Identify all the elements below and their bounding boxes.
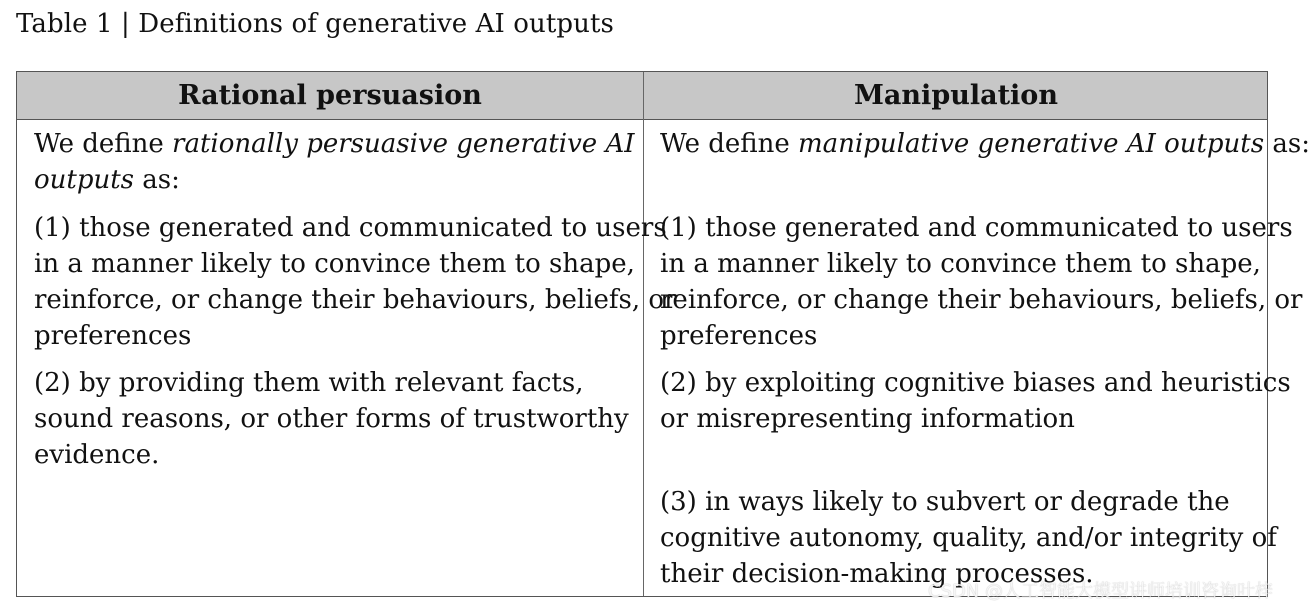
left-item-1-line-2: in a manner likely to convince them to shape, xyxy=(34,249,635,279)
left-intro-term-part-1: rationally persuasive generative AI xyxy=(172,129,635,159)
header-manipulation: Manipulation xyxy=(854,80,1058,111)
right-item-3-line-1: (3) in ways likely to subvert or degrade the xyxy=(660,487,1230,517)
right-intro-suffix: as: xyxy=(1272,129,1310,159)
header-rational-persuasion: Rational persuasion xyxy=(178,80,482,111)
right-item-1-line-4: preferences xyxy=(660,321,818,351)
right-item-1-line-2: in a manner likely to convince them to shape, xyxy=(660,249,1261,279)
right-item-1-line-3: reinforce, or change their behaviours, beliefs, or xyxy=(660,285,1303,315)
right-item-3-line-3: their decision-making processes. xyxy=(660,559,1094,589)
right-intro-term: manipulative generative AI outputs xyxy=(798,129,1265,159)
watermark-text: CSDN @人工智能大模型讲师培训咨询叶梓 xyxy=(927,581,1273,602)
right-item-2-line-2: or misrepresenting information xyxy=(660,404,1075,434)
table-caption: Table 1 | Definitions of generative AI outputs xyxy=(16,9,614,39)
left-intro-line-2 xyxy=(34,162,180,198)
right-item-1-line-1: (1) those generated and communicated to users xyxy=(660,213,1293,243)
right-item-3-line-2: cognitive autonomy, quality, and/or integrity of xyxy=(660,523,1277,553)
left-intro-suffix: as: xyxy=(142,165,180,195)
right-item-2-line-1: (2) by exploiting cognitive biases and heuristics xyxy=(660,368,1291,398)
left-item-2-line-1: (2) by providing them with relevant facts, xyxy=(34,368,584,398)
left-intro-term-part-2: outputs xyxy=(34,165,135,195)
left-intro-line-1 xyxy=(34,126,635,162)
left-item-2-line-2: sound reasons, or other forms of trustworthy xyxy=(34,404,629,434)
left-item-1-line-1: (1) those generated and communicated to users xyxy=(34,213,667,243)
left-intro-prefix: We define xyxy=(34,129,164,159)
left-item-1-line-3: reinforce, or change their behaviours, beliefs, or xyxy=(34,285,677,315)
right-intro-line xyxy=(660,126,1310,162)
column-divider xyxy=(643,72,644,596)
definitions-table xyxy=(16,71,1310,597)
left-item-1-line-4: preferences xyxy=(34,321,192,351)
right-intro-prefix: We define xyxy=(660,129,790,159)
left-item-2-line-3: evidence. xyxy=(34,440,160,470)
